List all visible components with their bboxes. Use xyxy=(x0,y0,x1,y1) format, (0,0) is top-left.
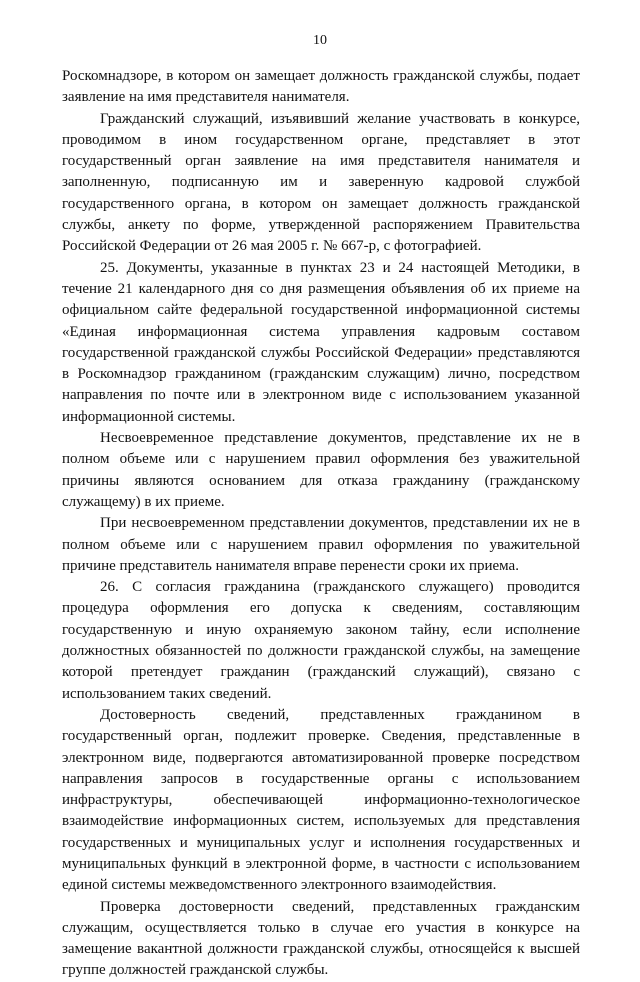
document-body xyxy=(62,66,580,982)
paragraph-verification-scope: Проверка достоверности сведений, представленных гражданским служащим, осуществляется только в случае его участия в конкурсе на замещение вакантной должности гражданской службы, относящейся к высшей группе должностей гражданской службы. xyxy=(62,898,580,979)
paragraph-civil-servant-application: Гражданский служащий, изъявивший желание участвовать в конкурсе, проводимом в ином государственном органе, представляет в этот государственный орган заявление на имя представителя нанимателя и заполненную, подписанную им и заверенную кадровой службой государственного органа, в котором он замещает должность гражданской службы, анкету по форме, утвержденной распоряжением Правительства Российской Федерации от 26 мая 2005 г. № 667-р, с фотографией. xyxy=(62,110,580,255)
paragraph-item-26: 26. С согласия гражданина (гражданского служащего) проводится процедура оформления его допуска к сведениям, составляющим государственную и иную охраняемую законом тайну, если исполнение должностных обязанностей по должности гражданской службы, на замещение которой претендует гражданин (гражданский служащий), связано с использованием таких сведений. xyxy=(62,579,580,702)
paragraph-deadline-postponement: При несвоевременном представлении документов, представлении их не в полном объеме или с нарушением правил оформления по уважительной причине представитель нанимателя вправе перенести сроки их приема. xyxy=(62,515,580,574)
page-number: 10 xyxy=(313,33,327,48)
paragraph-refusal-grounds: Несвоевременное представление документов, представление их не в полном объеме или с нарушением правил оформления без уважительной причины являются основанием для отказа гражданину (гражданскому служащему) в их приеме. xyxy=(62,430,580,510)
paragraph-item-25: 25. Документы, указанные в пунктах 23 и 24 настоящей Методики, в течение 21 календарного дня со дня размещения объявления об их приеме на официальном сайте федеральной государственной информационной системы «Единая информационная система управления кадровым составом государственной гражданской службы Российской Федерации» представляются в Роскомнадзор гражданином (гражданским служащим) лично, посредством направления по почте или в электронном виде с использованием указанной информационной системы. xyxy=(62,259,580,425)
paragraph-information-verification: Достоверность сведений, представленных гражданином в государственный орган, подлежит проверке. Сведения, представленные в электронном виде, подвергаются автоматизированной проверке посредством направления запросов в государственные органы с использованием инфраструктуры, обеспечивающей информационно-технологическое взаимодействие информационных систем, используемых для представления государственных и муниципальных услуг и исполнения государственных и муниципальных функций в электронной форме, в частности с использованием единой системы межведомственного электронного взаимодействия. xyxy=(62,706,580,894)
paragraph-continuation: Роскомнадзоре, в котором он замещает должность гражданской службы, подает заявление на имя представителя нанимателя. xyxy=(62,68,580,106)
